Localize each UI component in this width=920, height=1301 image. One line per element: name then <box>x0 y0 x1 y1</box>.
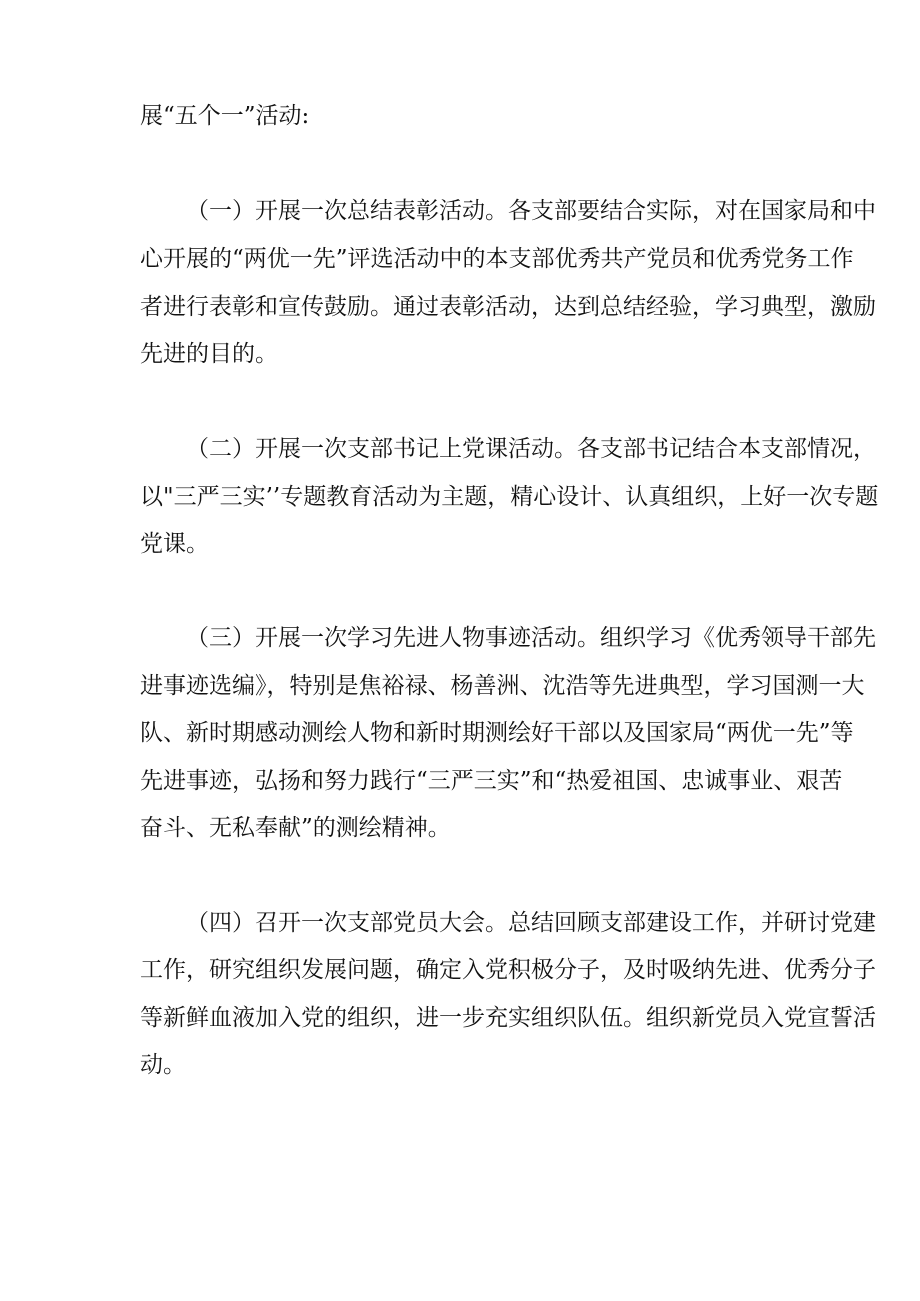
section-4-line-4: 动。 <box>140 1052 186 1078</box>
section-3-line-2: 进事迹选编》，特别是焦裕禄、杨善洲、沈浩等先进典型，学习国测一大 <box>140 673 865 699</box>
section-1-line-3: 者进行表彰和宣传鼓励。通过表彰活动，达到总结经验，学习典型，激励 <box>140 294 876 320</box>
section-3-line-4: 先进事迹，弘扬和努力践行“三严三实”和“热爱祖国、忠诚事业、艰苦 <box>140 768 843 794</box>
section-2-line-3: 党课。 <box>140 531 209 557</box>
section-4-line-3: 等新鲜血液加入党的组织，进一步充实组织队伍。组织新党员入党宣誓活 <box>140 1005 876 1031</box>
section-3-line-5: 奋斗、无私奉献”的测绘精神。 <box>140 815 451 841</box>
section-3-line-1: （三）开展一次学习先进人物事迹活动。组织学习《优秀领导干部先 <box>186 625 876 651</box>
section-3-line-3: 队、新时期感动测绘人物和新时期测绘好干部以及国家局“两优一先”等 <box>140 720 854 746</box>
section-2-line-1: （二）开展一次支部书记上党课活动。各支部书记结合本支部情况， <box>186 436 876 462</box>
section-4-line-1: （四）召开一次支部党员大会。总结回顾支部建设工作，并研讨党建 <box>186 910 876 936</box>
section-4-line-2: 工作，研究组织发展问题，确定入党积极分子，及时吸纳先进、优秀分子 <box>140 957 876 983</box>
section-1-line-4: 先进的目的。 <box>140 341 278 367</box>
section-2-line-2: 以"三严三实’’专题教育活动为主题，精心设计、认真组织，上好一次专题 <box>140 484 879 510</box>
intro-line: 展“五个一”活动: <box>140 103 310 129</box>
section-1-line-2: 心开展的“两优一先”评选活动中的本支部优秀共产党员和优秀党务工作 <box>140 246 854 272</box>
section-1-line-1: （一）开展一次总结表彰活动。各支部要结合实际，对在国家局和中 <box>186 198 876 224</box>
